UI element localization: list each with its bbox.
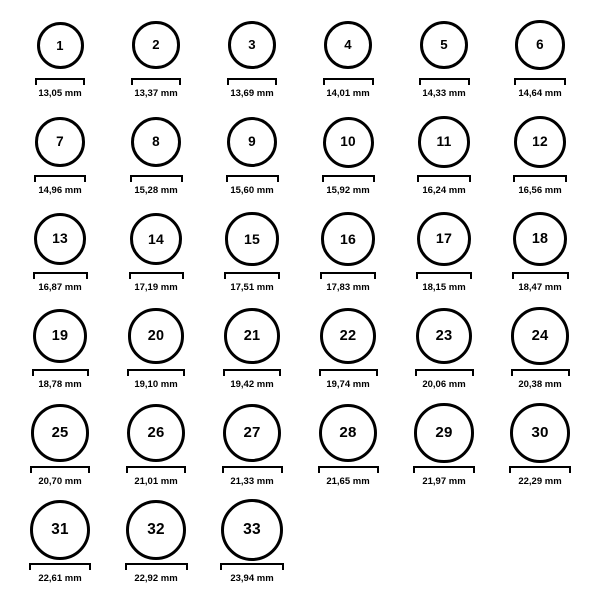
ring-circle-wrap — [30, 497, 90, 563]
ring-circle — [319, 404, 378, 463]
ring-diameter-label: 15,28 mm — [134, 185, 178, 196]
ring-circle — [34, 213, 86, 265]
ring-circle-wrap — [418, 109, 469, 175]
ring-measure-bar — [29, 563, 91, 571]
ring-cell — [300, 12, 396, 109]
ring-circle — [127, 404, 185, 462]
ring-size-number: 26 — [147, 424, 165, 441]
measure-bar-line — [509, 466, 571, 473]
ring-cell — [12, 303, 108, 400]
ring-diameter-label: 19,74 mm — [326, 379, 370, 390]
ring-measure-bar — [34, 175, 86, 183]
measure-bar-line — [512, 272, 569, 279]
ring-cell — [108, 400, 204, 497]
ring-cell — [492, 109, 588, 206]
ring-measure-bar — [413, 466, 475, 474]
ring-diameter-label: 20,70 mm — [38, 476, 82, 487]
ring-diameter-label: 21,65 mm — [326, 476, 370, 487]
ring-measure-bar — [513, 175, 567, 183]
ring-circle-wrap — [321, 206, 375, 272]
ring-circle — [224, 308, 280, 364]
ring-size-number: 33 — [243, 521, 261, 539]
ring-diameter-label: 14,01 mm — [326, 88, 370, 99]
ring-circle-wrap — [224, 303, 280, 369]
ring-cell — [492, 400, 588, 497]
ring-circle-wrap — [416, 303, 473, 369]
measure-bar-line — [227, 78, 277, 85]
ring-measure-bar — [323, 78, 374, 86]
ring-cell — [300, 303, 396, 400]
ring-measure-bar — [415, 369, 474, 377]
ring-diameter-label: 13,37 mm — [134, 88, 178, 99]
ring-diameter-label: 18,78 mm — [38, 379, 82, 390]
ring-circle-wrap — [323, 109, 374, 175]
ring-circle-wrap — [31, 400, 89, 466]
ring-cell — [108, 109, 204, 206]
ring-circle-wrap — [515, 12, 564, 78]
ring-circle — [515, 20, 564, 69]
ring-circle — [30, 500, 90, 560]
ring-circle — [227, 117, 278, 168]
ring-size-number: 30 — [531, 424, 549, 442]
ring-circle-wrap — [130, 206, 183, 272]
measure-bar-line — [220, 563, 284, 570]
ring-size-number: 27 — [243, 424, 261, 442]
ring-cell — [12, 400, 108, 497]
ring-measure-bar — [33, 272, 88, 280]
ring-diameter-label: 23,94 mm — [230, 573, 274, 584]
ring-cell — [204, 109, 300, 206]
ring-cell — [12, 206, 108, 303]
ring-circle-wrap — [126, 497, 187, 563]
ring-diameter-label: 13,69 mm — [230, 88, 274, 99]
measure-bar-line — [514, 78, 566, 85]
ring-measure-bar — [511, 369, 570, 377]
ring-circle — [131, 117, 181, 167]
ring-diameter-label: 14,96 mm — [38, 185, 82, 196]
ring-diameter-label: 16,87 mm — [38, 282, 82, 293]
ring-circle-wrap — [127, 400, 185, 466]
ring-size-number: 3 — [248, 37, 256, 53]
ring-circle-wrap — [131, 109, 181, 175]
ring-circle-wrap — [132, 12, 179, 78]
ring-size-number: 8 — [152, 134, 160, 150]
ring-size-number: 6 — [536, 37, 544, 53]
ring-diameter-label: 16,24 mm — [422, 185, 466, 196]
ring-diameter-label: 21,97 mm — [422, 476, 466, 487]
ring-diameter-label: 13,05 mm — [38, 88, 82, 99]
ring-diameter-label: 19,10 mm — [134, 379, 178, 390]
ring-circle — [31, 404, 89, 462]
ring-diameter-label: 17,19 mm — [134, 282, 178, 293]
ring-circle — [510, 403, 570, 463]
ring-cell — [204, 206, 300, 303]
measure-bar-line — [32, 369, 89, 376]
measure-bar-line — [511, 369, 570, 376]
measure-bar-line — [34, 175, 86, 182]
ring-circle-wrap — [514, 109, 566, 175]
ring-size-number: 23 — [435, 327, 453, 344]
ring-diameter-label: 15,92 mm — [326, 185, 370, 196]
ring-circle — [320, 308, 376, 364]
ring-circle-wrap — [417, 206, 471, 272]
ring-cell — [12, 12, 108, 109]
ring-size-number: 21 — [243, 327, 261, 344]
ring-measure-bar — [129, 272, 184, 280]
ring-size-number: 5 — [440, 37, 448, 53]
ring-circle — [514, 116, 566, 168]
ring-circle — [35, 117, 85, 167]
measure-bar-line — [513, 175, 567, 182]
measure-bar-line — [417, 175, 471, 182]
ring-size-number: 32 — [147, 521, 165, 539]
ring-circle — [420, 21, 469, 70]
ring-size-number: 20 — [147, 327, 165, 344]
ring-measure-bar — [318, 466, 379, 474]
ring-measure-bar — [509, 466, 571, 474]
ring-grid — [8, 12, 592, 594]
ring-measure-bar — [512, 272, 569, 280]
ring-measure-bar — [30, 466, 90, 474]
ring-circle — [513, 212, 568, 267]
ring-cell — [300, 109, 396, 206]
ring-circle-wrap — [320, 303, 376, 369]
ring-cell — [300, 206, 396, 303]
ring-size-number: 31 — [51, 521, 69, 539]
ring-cell — [108, 206, 204, 303]
ring-measure-bar — [220, 563, 284, 571]
ring-circle — [132, 21, 179, 68]
measure-bar-line — [320, 272, 376, 279]
ring-cell — [396, 400, 492, 497]
ring-size-number: 11 — [436, 134, 452, 150]
measure-bar-line — [226, 175, 279, 182]
ring-diameter-label: 20,38 mm — [518, 379, 562, 390]
ring-size-number: 24 — [531, 327, 549, 344]
ring-size-number: 15 — [243, 230, 261, 247]
measure-bar-line — [319, 369, 378, 376]
ring-measure-bar — [125, 563, 188, 571]
ring-circle — [228, 21, 276, 69]
measure-bar-line — [33, 272, 88, 279]
ring-size-number: 18 — [531, 230, 549, 247]
ring-size-number: 10 — [340, 134, 356, 150]
ring-cell — [204, 303, 300, 400]
ring-circle-wrap — [228, 12, 276, 78]
measure-bar-line — [419, 78, 470, 85]
ring-circle — [418, 116, 469, 167]
ring-cell — [204, 12, 300, 109]
ring-circle — [33, 309, 88, 364]
ring-diameter-label: 22,92 mm — [134, 573, 178, 584]
ring-measure-bar — [320, 272, 376, 280]
ring-diameter-label: 19,42 mm — [230, 379, 274, 390]
measure-bar-line — [322, 175, 375, 182]
ring-cell — [204, 400, 300, 497]
ring-size-number: 14 — [148, 231, 164, 247]
measure-bar-line — [323, 78, 374, 85]
ring-size-number: 28 — [339, 424, 357, 442]
ring-measure-bar — [222, 466, 283, 474]
ring-circle-wrap — [511, 303, 568, 369]
ring-measure-bar — [319, 369, 378, 377]
measure-bar-line — [413, 466, 475, 473]
ring-size-number: 16 — [339, 230, 357, 247]
ring-diameter-label: 14,64 mm — [518, 88, 562, 99]
ring-circle-wrap — [414, 400, 473, 466]
measure-bar-line — [224, 272, 280, 279]
measure-bar-line — [318, 466, 379, 473]
ring-circle — [223, 404, 281, 462]
ring-circle-wrap — [510, 400, 570, 466]
ring-cell — [108, 303, 204, 400]
ring-circle-wrap — [223, 400, 281, 466]
ring-cell — [396, 12, 492, 109]
ring-diameter-label: 16,56 mm — [518, 185, 562, 196]
ring-diameter-label: 17,83 mm — [326, 282, 370, 293]
ring-circle-wrap — [225, 206, 278, 272]
ring-diameter-label: 20,06 mm — [422, 379, 466, 390]
ring-circle — [128, 308, 183, 363]
ring-size-number: 17 — [435, 230, 453, 247]
ring-circle-wrap — [319, 400, 378, 466]
ring-diameter-label: 22,61 mm — [38, 573, 82, 584]
measure-bar-line — [415, 369, 474, 376]
ring-cell — [108, 497, 204, 594]
ring-circle-wrap — [420, 12, 469, 78]
measure-bar-line — [222, 466, 283, 473]
ring-cell — [396, 109, 492, 206]
ring-measure-bar — [419, 78, 470, 86]
ring-diameter-label: 21,33 mm — [230, 476, 274, 487]
ring-circle — [130, 213, 183, 266]
ring-size-number: 7 — [56, 134, 64, 150]
measure-bar-line — [125, 563, 188, 570]
ring-diameter-label: 18,15 mm — [422, 282, 466, 293]
measure-bar-line — [416, 272, 472, 279]
ring-cell — [108, 12, 204, 109]
ring-cell — [204, 497, 300, 594]
measure-bar-line — [30, 466, 90, 473]
ring-circle-wrap — [35, 109, 85, 175]
ring-circle-wrap — [324, 12, 372, 78]
measure-bar-line — [223, 369, 281, 376]
ring-circle-wrap — [37, 12, 84, 78]
ring-circle — [126, 500, 187, 561]
ring-diameter-label: 14,33 mm — [422, 88, 466, 99]
ring-diameter-label: 15,60 mm — [230, 185, 274, 196]
measure-bar-line — [129, 272, 184, 279]
ring-circle — [225, 212, 278, 265]
ring-circle — [511, 307, 568, 364]
measure-bar-line — [131, 78, 181, 85]
ring-measure-bar — [224, 272, 280, 280]
ring-cell — [492, 206, 588, 303]
ring-cell — [492, 303, 588, 400]
measure-bar-line — [29, 563, 91, 570]
ring-cell — [12, 497, 108, 594]
ring-circle — [321, 212, 375, 266]
ring-measure-bar — [227, 78, 277, 86]
ring-circle — [414, 403, 473, 462]
ring-cell — [12, 109, 108, 206]
ring-measure-bar — [417, 175, 471, 183]
ring-measure-bar — [416, 272, 472, 280]
ring-size-number: 12 — [532, 134, 548, 150]
ring-size-number: 25 — [51, 424, 69, 441]
ring-measure-bar — [32, 369, 89, 377]
ring-circle — [324, 21, 372, 69]
ring-size-number: 22 — [339, 327, 357, 344]
measure-bar-line — [130, 175, 183, 182]
ring-measure-bar — [35, 78, 85, 86]
ring-size-number: 29 — [435, 424, 453, 442]
ring-circle-wrap — [128, 303, 183, 369]
ring-size-number: 19 — [51, 327, 69, 344]
ring-circle — [417, 212, 471, 266]
ring-circle-wrap — [33, 303, 88, 369]
ring-circle — [416, 308, 473, 365]
ring-diameter-label: 22,29 mm — [518, 476, 562, 487]
measure-bar-line — [127, 369, 185, 376]
ring-measure-bar — [226, 175, 279, 183]
ring-size-number: 9 — [248, 134, 256, 150]
ring-measure-bar — [126, 466, 186, 474]
measure-bar-line — [35, 78, 85, 85]
ring-measure-bar — [131, 78, 181, 86]
ring-size-number: 13 — [52, 230, 68, 247]
ring-diameter-label: 21,01 mm — [134, 476, 178, 487]
ring-cell — [492, 12, 588, 109]
ring-size-number: 4 — [344, 37, 352, 53]
ring-circle — [323, 117, 374, 168]
ring-measure-bar — [514, 78, 566, 86]
ring-measure-bar — [223, 369, 281, 377]
ring-circle — [37, 22, 84, 69]
ring-circle-wrap — [227, 109, 278, 175]
ring-circle-wrap — [34, 206, 86, 272]
ring-size-number: 1 — [56, 37, 64, 53]
ring-cell — [396, 206, 492, 303]
ring-measure-bar — [322, 175, 375, 183]
measure-bar-line — [126, 466, 186, 473]
ring-measure-bar — [130, 175, 183, 183]
ring-circle-wrap — [221, 497, 283, 563]
ring-circle — [221, 499, 283, 561]
ring-diameter-label: 18,47 mm — [518, 282, 562, 293]
ring-size-number: 2 — [152, 37, 160, 53]
ring-circle-wrap — [513, 206, 568, 272]
ring-diameter-label: 17,51 mm — [230, 282, 274, 293]
ring-measure-bar — [127, 369, 185, 377]
ring-cell — [396, 303, 492, 400]
ring-cell — [300, 400, 396, 497]
